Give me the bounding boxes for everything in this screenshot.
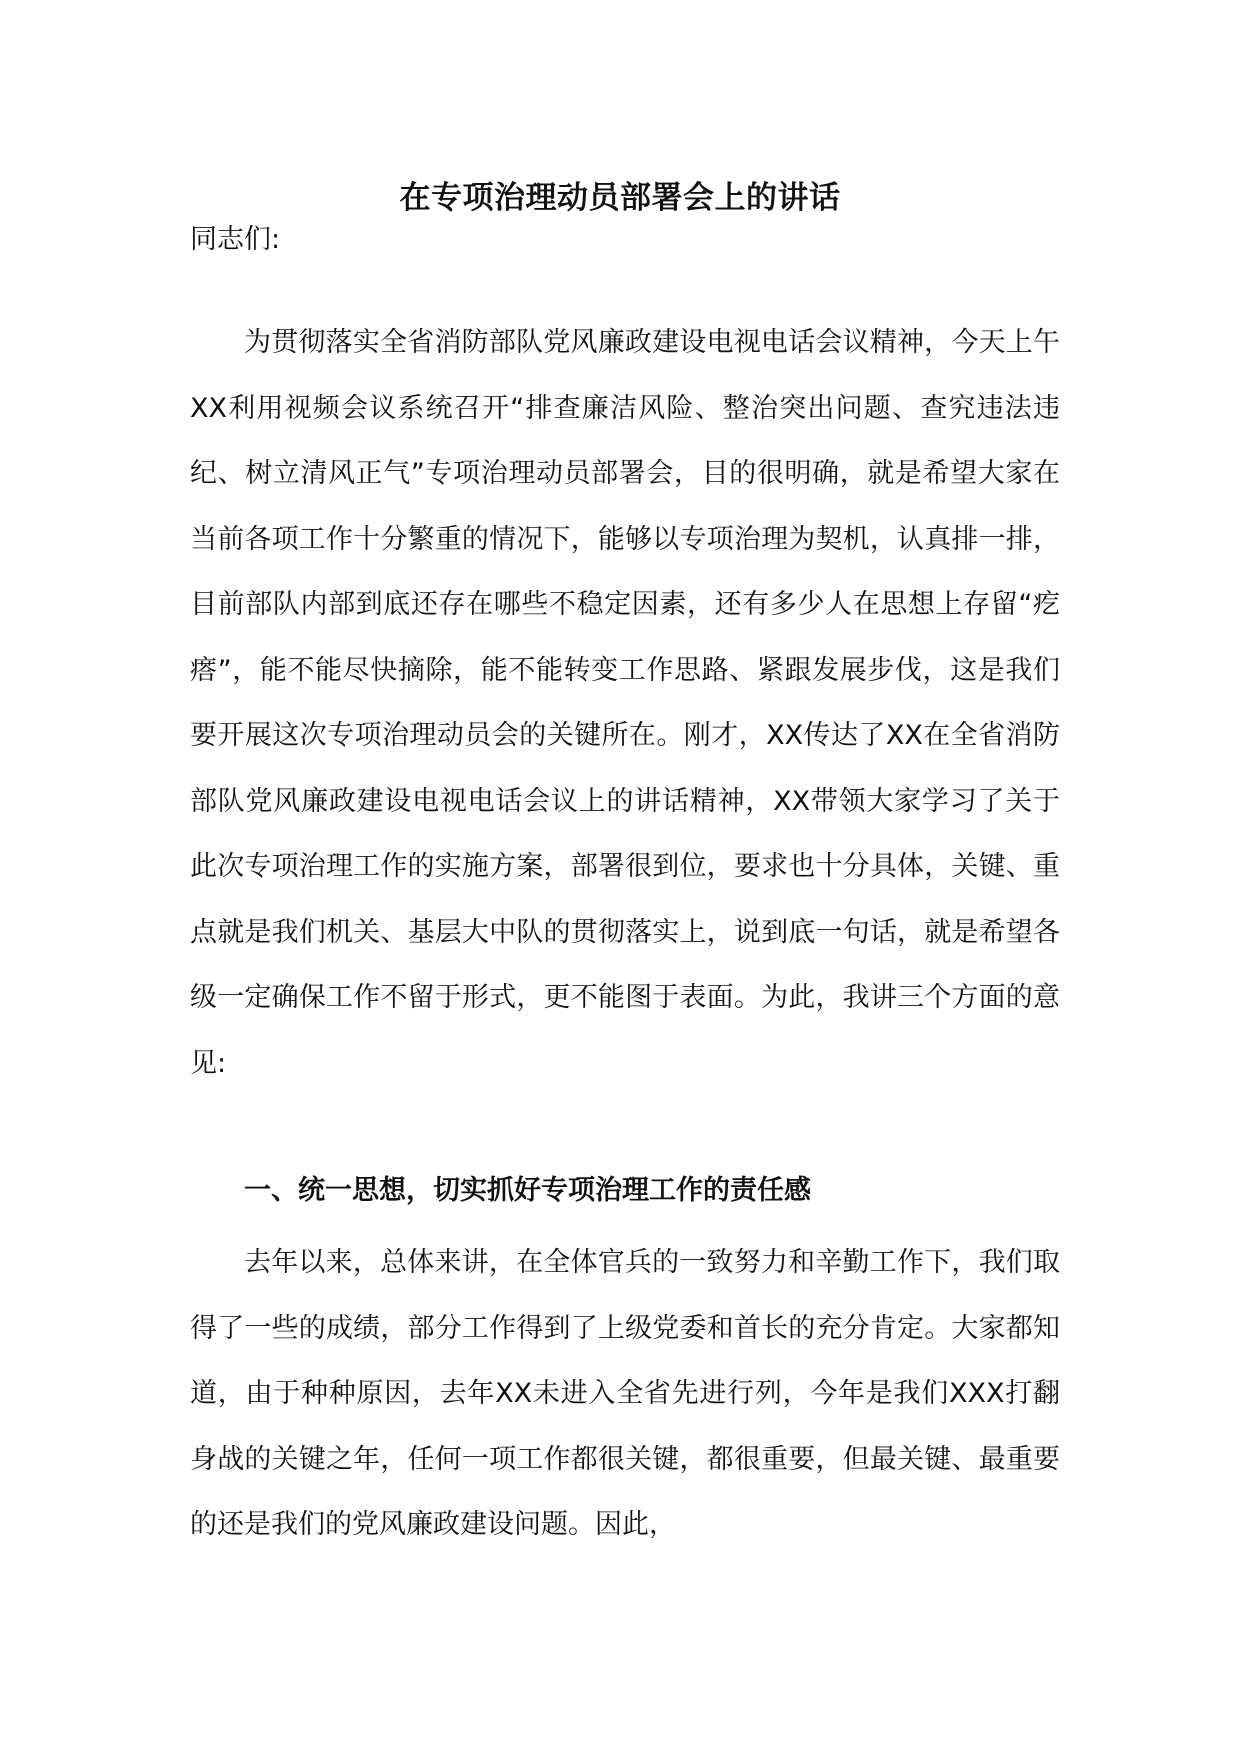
paragraph-section-1: 去年以来，总体来讲，在全体官兵的一致努力和辛勤工作下，我们取得了一些的成绩，部分工作得到了上级党委和首长的充分肯定。大家都知道，由于种种原因，去年XX未进入全省先进行列，今年是我们XXX打翻身战的关键之年，任何一项工作都很关键，都很重要，但最关键、最重要的还是我们的党风廉政建设问题。因此， bbox=[190, 1247, 1060, 1540]
paragraph-intro: 为贯彻落实全省消防部队党风廉政建设电视电话会议精神，今天上午XX利用视频会议系统召开“排查廉洁风险、整治突出问题、查究违法违纪、树立清风正气”专项治理动员部署会，目的很明确，就是希望大家在当前各项工作十分繁重的情况下，能够以专项治理为契机，认真排一排，目前部队内部到底还存在哪些不稳定因素，还有多少人在思想上存留“疙瘩”，能不能尽快摘除，能不能转变工作思路、紧跟发展步伐，这是我们要开展这次专项治理动员会的关键所在。刚才，XX传达了XX在全省消防部队党风廉政建设电视电话会议上的讲话精神，XX带领大家学习了关于此次专项治理工作的实施方案，部署很到位，要求也十分具体，关键、重点就是我们机关、基层大中队的贯彻落实上，说到底一句话，就是希望各级一定确保工作不留于形式，更不能图于表面。为此，我讲三个方面的意见: bbox=[190, 327, 1060, 1079]
salutation: 同志们: bbox=[190, 224, 281, 255]
section-heading-1: 一、统一思想，切实抓好专项治理工作的责任感 bbox=[244, 1175, 811, 1206]
document-title: 在专项治理动员部署会上的讲话 bbox=[399, 180, 841, 216]
